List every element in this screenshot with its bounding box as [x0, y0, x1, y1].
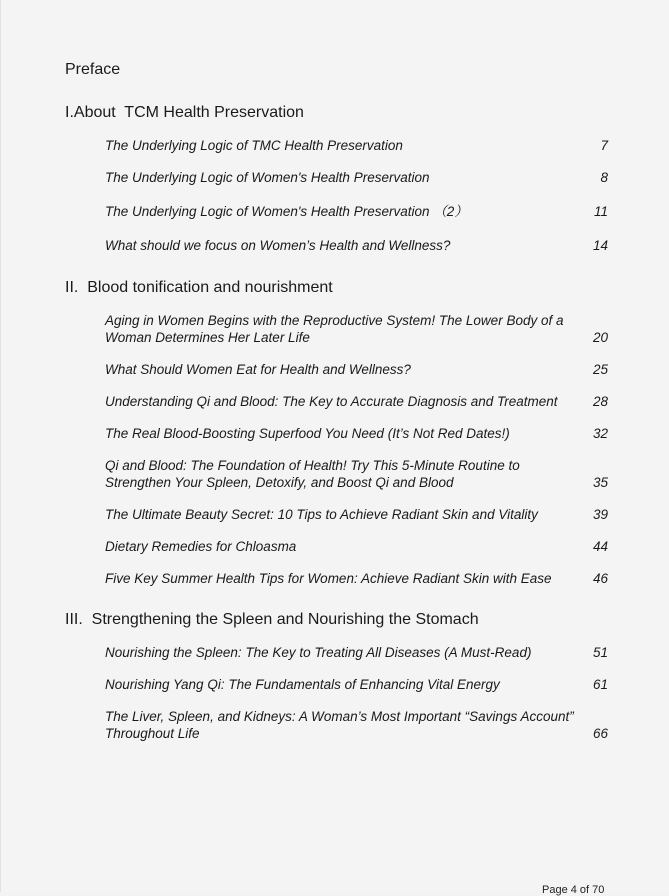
toc-entry-page: 7	[600, 138, 608, 153]
toc-entry-page: 66	[592, 726, 608, 741]
toc-entry-title: The Liver, Spleen, and Kidneys: A Woman’s Most Important “Savings Account” Throughout Life	[105, 709, 574, 741]
toc-entry[interactable]	[105, 169, 608, 186]
toc-entry[interactable]	[105, 312, 608, 346]
toc-entry-page: 44	[592, 539, 608, 554]
toc-entry-title: The Underlying Logic of Women's Health Preservation （2）	[105, 204, 468, 219]
toc-entry[interactable]	[105, 538, 608, 555]
toc-entry-page: 20	[592, 330, 608, 345]
toc-entry-title: Dietary Remedies for Chloasma	[105, 539, 297, 554]
toc-entry-page: 32	[592, 426, 608, 441]
toc-entry-page: 51	[592, 645, 608, 660]
toc-entry-title: The Underlying Logic of Women's Health Preservation	[105, 170, 430, 185]
toc-entry-page: 8	[600, 170, 608, 185]
toc-entry-page: 46	[592, 571, 608, 586]
toc-entry[interactable]	[105, 570, 608, 587]
toc-entry[interactable]	[105, 506, 608, 523]
section-title: III. Strengthening the Spleen and Nourishing the Stomach	[65, 611, 479, 628]
toc-entry-title: The Real Blood-Boosting Superfood You Need (It’s Not Red Dates!)	[105, 426, 510, 441]
toc-entry-title: Five Key Summer Health Tips for Women: Achieve Radiant Skin with Ease	[105, 571, 552, 586]
toc-entry[interactable]	[105, 203, 608, 220]
toc-entry-title: Nourishing the Spleen: The Key to Treating All Diseases (A Must-Read)	[105, 645, 532, 660]
toc-entry-title: Aging in Women Begins with the Reproductive System! The Lower Body of a Woman Determines Her Later Life	[105, 313, 564, 345]
preface-heading: Preface	[65, 61, 121, 78]
toc-entry-title: What Should Women Eat for Health and Wellness?	[105, 362, 411, 377]
toc-entry-page: 25	[592, 362, 608, 377]
section-title: I.About TCM Health Preservation	[65, 104, 304, 121]
section-title: II. Blood tonification and nourishment	[65, 279, 333, 296]
toc-entry-page: 14	[592, 238, 608, 253]
toc-entry[interactable]	[105, 708, 608, 742]
toc-entry-title: The Underlying Logic of TMC Health Preservation	[105, 138, 403, 153]
toc-entry-title: The Ultimate Beauty Secret: 10 Tips to Achieve Radiant Skin and Vitality	[105, 507, 538, 522]
toc-entry[interactable]	[105, 361, 608, 378]
toc-entry[interactable]	[105, 676, 608, 693]
toc-entry[interactable]	[105, 644, 608, 661]
toc-entry-page: 39	[592, 507, 608, 522]
toc-entry-page: 61	[592, 677, 608, 692]
toc-entry-title: Understanding Qi and Blood: The Key to Accurate Diagnosis and Treatment	[105, 394, 558, 409]
toc-entry[interactable]	[105, 457, 608, 491]
page-number-footer: Page 4 of 70	[542, 884, 605, 896]
toc-entry[interactable]	[105, 137, 608, 154]
toc-entry[interactable]	[105, 393, 608, 410]
toc-entry[interactable]	[105, 425, 608, 442]
toc-entry-page: 11	[593, 204, 608, 219]
toc-entry[interactable]	[105, 237, 608, 254]
toc-entry-title: Qi and Blood: The Foundation of Health! Try This 5-Minute Routine to Strengthen Your Spleen, Detoxify, and Boost Qi and Blood	[105, 458, 520, 490]
toc-entry-page: 28	[592, 394, 608, 409]
toc-entry-title: Nourishing Yang Qi: The Fundamentals of Enhancing Vital Energy	[105, 677, 500, 692]
toc-entry-title: What should we focus on Women’s Health and Wellness?	[105, 238, 451, 253]
toc-entry-page: 35	[592, 475, 608, 490]
